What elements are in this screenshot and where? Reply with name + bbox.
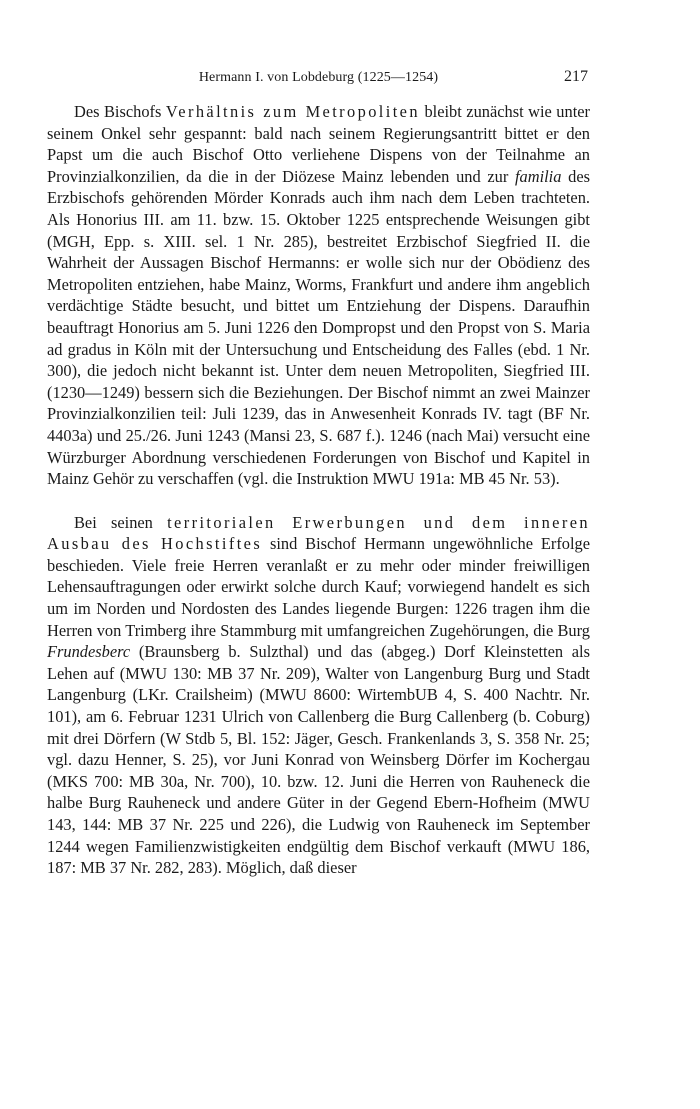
book-page	[47, 64, 590, 879]
spaced-emphasis: territorialen Erwerbungen und dem inneren Ausbau des Hochstiftes	[47, 512, 590, 554]
paragraph-text: (Braunsberg b. Sulzthal) und das (abgeg.) Dorf Kleinstetten als Lehen auf (MWU 130: MB 37 Nr. 209), Walter von Langenburg Burg und Stadt Langenburg (LKr. Crailsheim) (MWU 8600: WirtembUB 4, S. 400 Nachtr. Nr. 101), am 6. Februar 1231 Ulrich von Callenberg die Burg Callenberg (b. Coburg) mit drei Dörfern (W Stdb 5, Bl. 152: Jäger, Gesch. Frankenlands 3, S. 358 Nr. 25; vgl. dazu Henner, S. 25), vor Juni Konrad von Weinsberg Dörfer im Kochergau (MKS 700: MB 30a, Nr. 700), 10. bzw. 12. Juni die Herren von Rauheneck die halbe Burg Rauheneck und andere Güter in der Gegend Ebern-Hofheim (MWU 143, 144: MB 37 Nr. 225 und 226), die Ludwig von Rauheneck im September 1244 wegen Familienzwistigkeiten endgültig dem Bischof verkauft (MWU 186, 187: MB 37 Nr. 282, 283). Möglich, daß dieser	[47, 642, 590, 878]
running-title: Hermann I. von Lobdeburg (1225—1254)	[198, 70, 439, 85]
italic-term: Frundesberc	[47, 642, 131, 662]
paragraph-text: des Erzbischofs gehörenden Mörder Konrads auch ihm nach dem Leben trachteten. Als Honorius III. am 11. bzw. 15. Oktober 1225 entsprechende Weisungen gibt (MGH, Epp. s. XIII. sel. 1 Nr. 285), bestreitet Erzbischof Siegfried II. die Wahrheit der Aussagen Bischof Hermanns: er wolle sich nur der Obödienz des Metropoliten entziehen, habe Mainz, Worms, Frankfurt und andere ihm angeblich verdächtige Städte besucht, und bittet um Entziehung der Dispens. Daraufhin beauftragt Honorius am 5. Juni 1226 den Dompropst und den Propst von S. Maria ad gradus in Köln mit der Untersuchung und Entscheidung des Falles (ebd. 1 Nr. 300), die jedoch nicht bekannt ist. Unter dem neuen Metropoliten, Siegfried III. (1230—1249) bessern sich die Beziehungen. Der Bischof nimmt an zwei Mainzer Provinzialkonzilien teil: Juli 1239, das in Anwesenheit Konrads IV. tagt (BF Nr. 4403a) und 25./26. Juni 1243 (Mansi 23, S. 687 f.). 1246 (nach Mai) versucht eine Würzburger Abordnung verschiedenen Forderungen von Bischof und Kapitel in Mainz Gehör zu verschaffen (vgl. die Instruktion MWU 191a: MB 45 Nr. 53).	[47, 166, 590, 489]
paragraph-text: bleibt zunächst wie unter seinem Onkel sehr gespannt: bald nach seinem Regierungsantritt bittet er den Papst um die auch Bischof Otto verliehene Dispens von der Teilnahme an Provinzialkonzilien, da die in der Diözese Mainz lebenden und zur	[47, 102, 590, 186]
paragraph-lead: Des Bischofs	[74, 102, 166, 121]
page-number: 217	[564, 68, 588, 85]
paragraph-lead: Bei seinen	[74, 512, 168, 532]
italic-term: familia	[514, 166, 562, 186]
paragraph-text: sind Bischof Hermann ungewöhnliche Erfolge beschieden. Viele freie Herren veranlaßt er zu mehr oder minder freiwilligen Lehensauftragungen oder erwirkt solche durch Kauf; vorwiegend handelt es sich um im Norden und Nordosten des Landes liegende Burgen: 1226 tragen ihm die Herren von Trimberg ihre Stammburg mit umfangreichen Zugehörungen, die Burg	[47, 534, 590, 640]
page-header	[47, 64, 590, 90]
paragraph-metropolitan-relations	[47, 101, 590, 490]
paragraph-territorial-acquisitions	[47, 512, 590, 879]
spaced-emphasis: Verhältnis zum Metropoliten	[165, 102, 420, 121]
